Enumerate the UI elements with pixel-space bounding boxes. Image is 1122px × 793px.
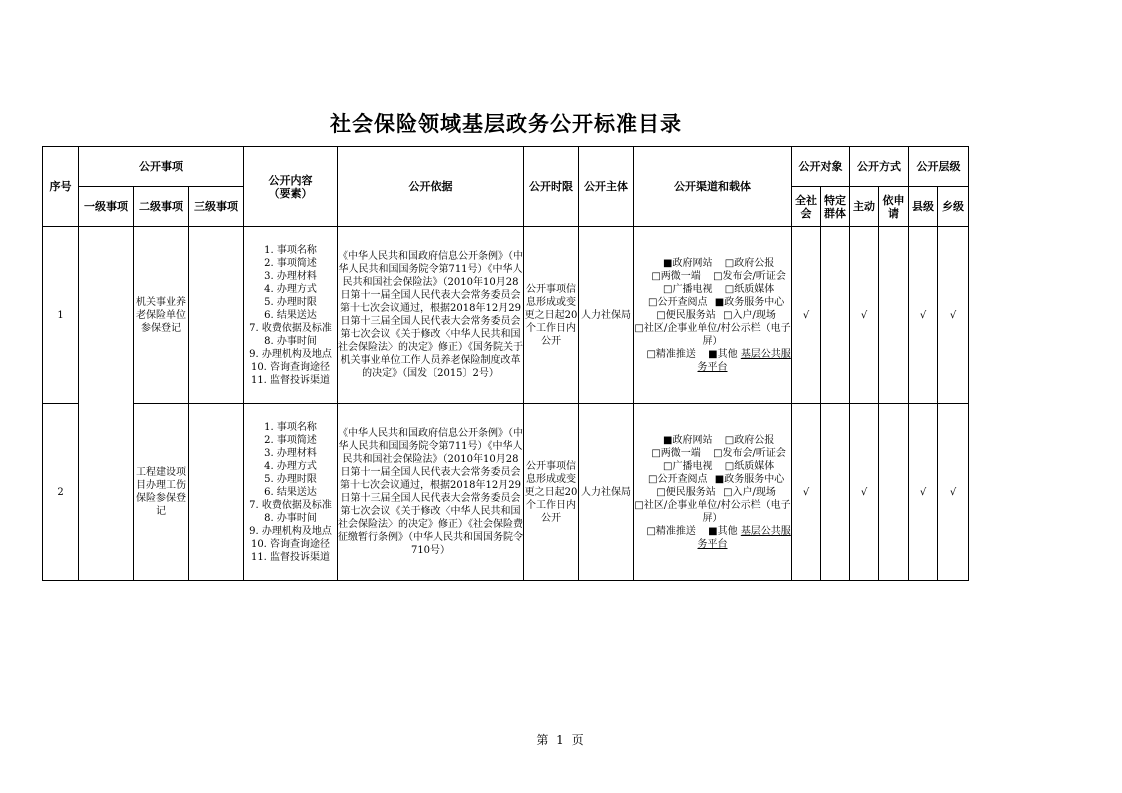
channel-other-value: 基层公共服务平台 xyxy=(697,525,791,550)
channel-convenience-station: □便民服务站 xyxy=(656,486,716,498)
catalog-table xyxy=(42,146,969,581)
content-line: 1. 事项名称 xyxy=(264,244,317,256)
header-seq: 序号 xyxy=(43,147,79,227)
content-line: 7. 收费依据及标准 xyxy=(249,322,332,334)
row-seq: 2 xyxy=(43,404,79,581)
content-line: 3. 办理材料 xyxy=(264,270,317,282)
row-channels xyxy=(634,227,792,404)
header-level-township: 乡级 xyxy=(938,187,969,227)
row-method-request xyxy=(879,227,909,404)
content-line: 9. 办理机构及地点 xyxy=(249,525,332,537)
channel-two-micro: □两微一端 xyxy=(651,447,701,459)
header-audience-all: 全社会 xyxy=(792,187,821,227)
channel-reading-point: □公开查阅点 xyxy=(648,296,708,308)
channel-onsite: □入户/现场 xyxy=(723,486,776,498)
header-method-active: 主动 xyxy=(850,187,879,227)
channel-paper: □纸质媒体 xyxy=(724,460,775,472)
content-line: 2. 事项简述 xyxy=(264,257,317,269)
row-basis: 《中华人民共和国政府信息公开条例》（中华人民共和国国务院令第711号）《中华人民共和国社会保险法》（2010年10月28日第十一届全国人民代表大会常务委员会第十七次会议通过，根据2018年12月29日第十三届全国人民代表大会常务委员会第七次会议《关于修改〈中华人民共和国社会保险法〉的决定》修正）《社会保险费征缴暂行条例》（中华人民共和国国务院令710号） xyxy=(338,404,524,581)
row-subject: 人力社保局 xyxy=(579,404,634,581)
row-content xyxy=(244,404,338,581)
row-level-township: √ xyxy=(938,404,969,581)
channel-other-prefix: ■其他 xyxy=(708,348,738,360)
content-line: 6. 结果送达 xyxy=(264,486,317,498)
content-line: 5. 办理时限 xyxy=(264,296,317,308)
row-channels xyxy=(634,404,792,581)
row-subject: 人力社保局 xyxy=(579,227,634,404)
table-row xyxy=(43,404,969,581)
content-line: 4. 办理方式 xyxy=(264,460,317,472)
header-method: 公开方式 xyxy=(850,147,909,187)
content-line: 10. 咨询查询途径 xyxy=(250,538,331,550)
content-line: 5. 办理时限 xyxy=(264,473,317,485)
header-audience-specific: 特定群体 xyxy=(821,187,850,227)
row-method-request xyxy=(879,404,909,581)
content-line: 8. 办事时间 xyxy=(264,335,317,347)
row-audience-specific xyxy=(821,404,850,581)
content-line: 1. 事项名称 xyxy=(264,421,317,433)
channel-two-micro: □两微一端 xyxy=(651,270,701,282)
header-level-county: 县级 xyxy=(909,187,938,227)
header-audience: 公开对象 xyxy=(792,147,850,187)
channel-community-board: □社区/企事业单位/村公示栏（电子屏） xyxy=(634,322,791,347)
channel-community-board: □社区/企事业单位/村公示栏（电子屏） xyxy=(634,499,791,524)
row-time: 公开事项信息形成或变更之日起20个工作日内公开 xyxy=(524,227,579,404)
row-level2: 机关事业养老保险单位参保登记 xyxy=(134,227,189,404)
row-level-county: √ xyxy=(909,227,938,404)
channel-broadcast: □广播电视 xyxy=(663,460,713,472)
row-level-township: √ xyxy=(938,227,969,404)
content-line: 2. 事项简述 xyxy=(264,434,317,446)
content-line: 7. 收费依据及标准 xyxy=(249,499,332,511)
table-row xyxy=(43,227,969,404)
row-level3 xyxy=(189,227,244,404)
page-number: 第 1 页 xyxy=(536,733,586,747)
channel-gov-gazette: □政府公报 xyxy=(724,434,775,446)
row-level1 xyxy=(79,227,134,581)
content-line: 3. 办理材料 xyxy=(264,447,317,459)
row-audience-all: √ xyxy=(792,227,821,404)
channel-gov-site: ■政府网站 xyxy=(663,434,713,446)
row-level3 xyxy=(189,404,244,581)
channel-broadcast: □广播电视 xyxy=(663,283,713,295)
page-title: 社会保险领域基层政务公开标准目录 xyxy=(330,112,682,136)
row-seq: 1 xyxy=(43,227,79,404)
header-level1: 一级事项 xyxy=(79,187,134,227)
header-level2: 二级事项 xyxy=(134,187,189,227)
row-audience-all: √ xyxy=(792,404,821,581)
channel-paper: □纸质媒体 xyxy=(724,283,775,295)
content-line: 11. 监督投诉渠道 xyxy=(250,374,331,386)
content-line: 6. 结果送达 xyxy=(264,309,317,321)
header-method-request: 依申请 xyxy=(879,187,909,227)
header-time: 公开时限 xyxy=(524,147,579,227)
header-content xyxy=(244,147,338,227)
content-line: 10. 咨询查询途径 xyxy=(250,361,331,373)
channel-other-prefix: ■其他 xyxy=(708,525,738,537)
channel-other-value: 基层公共服务平台 xyxy=(697,348,791,373)
header-channels: 公开渠道和载体 xyxy=(634,147,792,227)
row-level2: 工程建设项目办理工伤保险参保登记 xyxy=(134,404,189,581)
content-line: 8. 办事时间 xyxy=(264,512,317,524)
channel-press: □发布会/听证会 xyxy=(713,270,786,282)
header-subject: 公开主体 xyxy=(579,147,634,227)
header-public-matter: 公开事项 xyxy=(79,147,244,187)
channel-precise-push: □精准推送 xyxy=(646,348,696,360)
header-content-line1: 公开内容 xyxy=(268,173,313,187)
channel-convenience-station: □便民服务站 xyxy=(656,309,716,321)
channel-service-center: ■政务服务中心 xyxy=(714,296,785,308)
channel-service-center: ■政务服务中心 xyxy=(714,473,785,485)
row-audience-specific xyxy=(821,227,850,404)
channel-gov-gazette: □政府公报 xyxy=(724,257,775,269)
header-basis: 公开依据 xyxy=(338,147,524,227)
channel-precise-push: □精准推送 xyxy=(646,525,696,537)
row-time: 公开事项信息形成或变更之日起20个工作日内公开 xyxy=(524,404,579,581)
header-level3: 三级事项 xyxy=(189,187,244,227)
row-method-active: √ xyxy=(850,404,879,581)
content-line: 9. 办理机构及地点 xyxy=(249,348,332,360)
header-content-line2: （要素） xyxy=(268,186,313,200)
content-line: 4. 办理方式 xyxy=(264,283,317,295)
row-method-active: √ xyxy=(850,227,879,404)
channel-gov-site: ■政府网站 xyxy=(663,257,713,269)
row-basis: 《中华人民共和国政府信息公开条例》（中华人民共和国国务院令第711号）《中华人民共和国社会保险法》（2010年10月28日第十一届全国人民代表大会常务委员会第十七次会议通过，根据2018年12月29日第十三届全国人民代表大会常务委员会第七次会议《关于修改〈中华人民共和国社会保险法〉的决定》修正）《国务院关于机关事业单位工作人员养老保险制度改革的决定》（国发〔2015〕2号） xyxy=(338,227,524,404)
content-line: 11. 监督投诉渠道 xyxy=(250,551,331,563)
row-level-county: √ xyxy=(909,404,938,581)
channel-press: □发布会/听证会 xyxy=(713,447,786,459)
channel-reading-point: □公开查阅点 xyxy=(648,473,708,485)
row-content xyxy=(244,227,338,404)
header-level: 公开层级 xyxy=(909,147,969,187)
channel-onsite: □入户/现场 xyxy=(723,309,776,321)
